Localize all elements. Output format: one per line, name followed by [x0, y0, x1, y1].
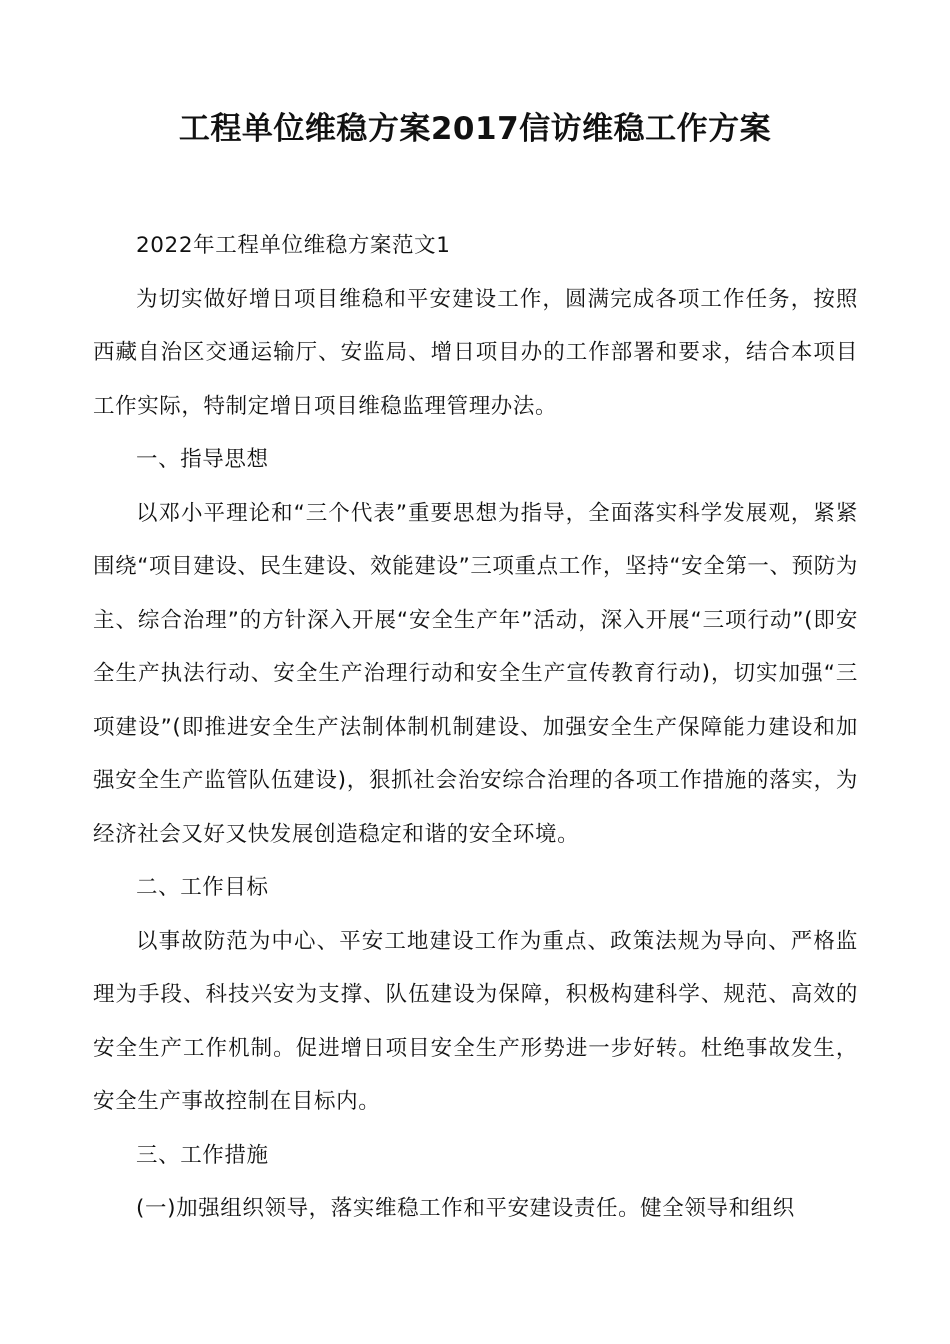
paragraph-guiding-ideology: 以邓小平理论和“三个代表”重要思想为指导，全面落实科学发展观，紧紧围绕“项目建设、民生建设、效能建设”三项重点工作，坚持“安全第一、预防为主、综合治理”的方针深入开展“安全生产年”活动，深入开展“三项行动”(即安全生产执法行动、安全生产治理行动和安全生产宣传教育行动)，切实加强“三项建设”(即推进安全生产法制体制机制建设、加强安全生产保障能力建设和加强安全生产监管队伍建设)，狠抓社会治安综合治理的各项工作措施的落实，为经济社会又好又快发展创造稳定和谐的安全环境。 — [93, 500, 858, 847]
paragraph-subtitle: 2022年工程单位维稳方案范文1 — [136, 233, 451, 258]
document-body — [93, 219, 858, 1236]
section-heading-work-goals: 二、工作目标 — [136, 875, 269, 900]
section-heading-guiding-ideology: 一、指导思想 — [136, 447, 269, 472]
paragraph-intro: 为切实做好增日项目维稳和平安建设工作，圆满完成各项工作任务，按照西藏自治区交通运输厅、安监局、增日项目办的工作部署和要求，结合本项目工作实际，特制定增日项目维稳监理管理办法。 — [93, 286, 858, 419]
document-title: 工程单位维稳方案2017信访维稳工作方案 — [178, 111, 772, 147]
section-heading-work-measures: 三、工作措施 — [136, 1142, 269, 1168]
paragraph-work-goals: 以事故防范为中心、平安工地建设工作为重点、政策法规为导向、严格监理为手段、科技兴安为支撑、队伍建设为保障，积极构建科学、规范、高效的安全生产工作机制。促进增日项目安全生产形势进一步好转。杜绝事故发生，安全生产事故控制在目标内。 — [93, 928, 858, 1114]
paragraph-work-measures-1: (一)加强组织领导，落实维稳工作和平安建设责任。健全领导和组织 — [136, 1196, 795, 1221]
